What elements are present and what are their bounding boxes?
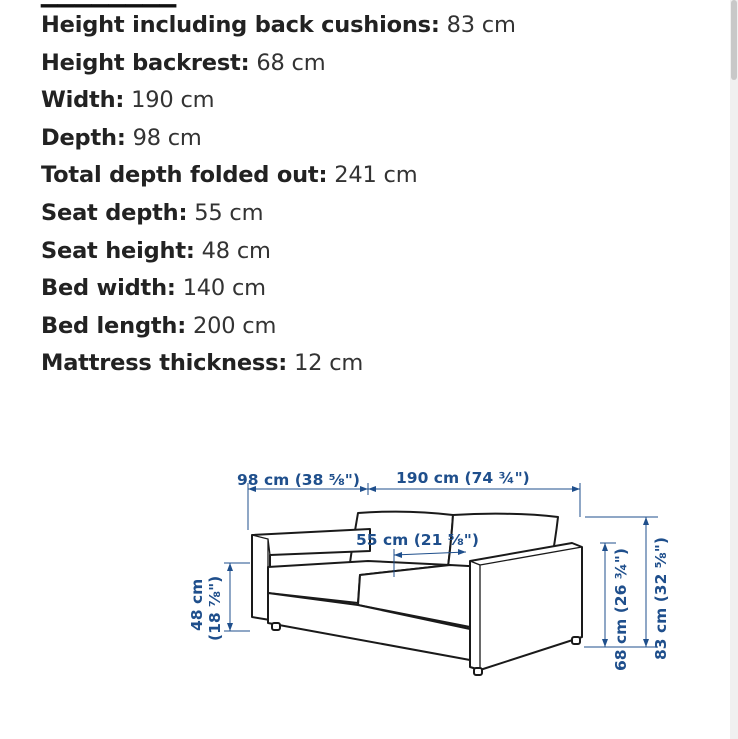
- right-armrest: [470, 543, 582, 670]
- spec-row-height-including-back-cushions: [41, 7, 516, 45]
- spec-value: 98 cm: [132, 124, 202, 151]
- spec-label: Bed length:: [41, 312, 187, 339]
- spec-value: 140 cm: [182, 275, 266, 302]
- spec-value: 200 cm: [192, 312, 277, 339]
- cut-off-previous-row: [41, 0, 176, 6]
- backrest-height-dimension-label: 68 cm (26 ¾"): [612, 548, 630, 671]
- spec-label: Depth:: [41, 124, 126, 151]
- seat-height-cm-label: 48 cm: [188, 578, 206, 631]
- spec-row-depth: [41, 120, 516, 158]
- spec-value: 48 cm: [201, 237, 271, 264]
- dimensions-list: [41, 7, 516, 383]
- sofa-dimension-diagram: [180, 455, 680, 690]
- total-height-dimension-label: 83 cm (32 ⅝"): [652, 537, 670, 660]
- seat-depth-dimension-label: 55 cm (21 ⅝"): [356, 531, 479, 549]
- sofa-foot-middle: [474, 668, 482, 675]
- spec-value: 241 cm: [334, 162, 418, 189]
- spec-row-mattress-thickness: [41, 345, 516, 383]
- spec-row-bed-width: [41, 270, 516, 308]
- spec-value: 83 cm: [446, 12, 516, 38]
- sofa-foot-left: [272, 623, 280, 630]
- spec-label: Total depth folded out:: [41, 162, 328, 189]
- sofa-foot-right: [572, 637, 580, 644]
- spec-label: Bed width:: [41, 275, 176, 302]
- spec-row-total-depth-folded-out: [41, 157, 516, 195]
- depth-dimension-label: 98 cm (38 ⅝"): [237, 471, 360, 489]
- scrollbar-track[interactable]: [730, 0, 738, 739]
- spec-row-seat-depth: [41, 195, 516, 233]
- spec-value: 12 cm: [294, 350, 364, 377]
- spec-label: Seat height:: [41, 237, 195, 264]
- spec-label: Seat depth:: [41, 199, 188, 226]
- spec-row-width: [41, 82, 516, 120]
- spec-label: Height backrest:: [41, 49, 250, 76]
- width-dimension-label: 190 cm (74 ¾"): [396, 469, 530, 487]
- spec-value: 68 cm: [256, 49, 326, 76]
- seat-height-inch-label: (18 ⅞"): [206, 575, 224, 641]
- spec-row-height-backrest: [41, 45, 516, 83]
- spec-label: Width:: [41, 87, 125, 114]
- scrollbar-thumb[interactable]: [731, 0, 737, 80]
- spec-value: 190 cm: [131, 87, 215, 114]
- spec-label: Mattress thickness:: [41, 350, 288, 377]
- spec-row-seat-height: [41, 233, 516, 271]
- spec-row-bed-length: [41, 308, 516, 346]
- spec-value: 55 cm: [194, 199, 264, 226]
- spec-label: Height including back cushions:: [41, 12, 440, 38]
